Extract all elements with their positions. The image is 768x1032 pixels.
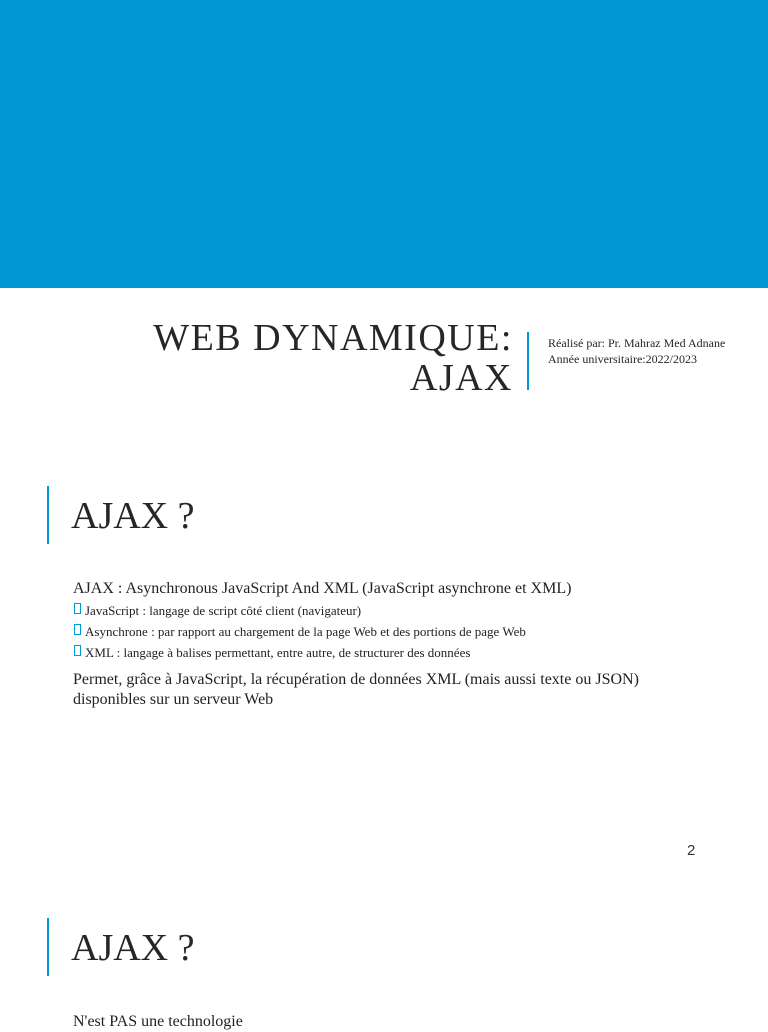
academic-year-line: Année universitaire:2022/2023 xyxy=(548,352,697,366)
slide2-title: AJAX ? xyxy=(71,495,195,537)
author-line: Réalisé par: Pr. Mahraz Med Adnane xyxy=(548,336,726,350)
bullet-text: Asynchrone : par rapport au chargement de la page Web et des portions de page Web xyxy=(85,624,526,639)
slide2-bullet-list xyxy=(74,600,526,663)
slide3-accent-bar xyxy=(47,918,49,976)
slide2-intro: AJAX : Asynchronous JavaScript And XML (JavaScript asynchrone et XML) xyxy=(73,580,572,597)
bullet-item-javascript xyxy=(74,600,526,621)
cover-title xyxy=(100,318,513,398)
bullet-marker-icon xyxy=(74,603,81,614)
slide2-accent-bar xyxy=(47,486,49,544)
slide3-first-line: N'est PAS une technologie xyxy=(73,1013,243,1030)
cover-title-line2: AJAX xyxy=(409,357,513,399)
cover-author-block xyxy=(548,335,725,367)
cover-title-divider xyxy=(527,332,529,390)
page-number: 2 xyxy=(687,842,696,859)
bullet-text: XML : langage à balises permettant, entre autre, de structurer des données xyxy=(85,645,471,660)
bullet-marker-icon xyxy=(74,645,81,656)
bullet-text: JavaScript : langage de script côté client (navigateur) xyxy=(85,603,362,618)
cover-banner xyxy=(0,0,768,288)
slide2-description: Permet, grâce à JavaScript, la récupération de données XML (mais aussi texte ou JSON) disponibles sur un serveur Web xyxy=(73,671,639,708)
bullet-item-xml xyxy=(74,642,526,663)
cover-title-line1: WEB DYNAMIQUE: xyxy=(153,317,513,359)
slide3-title: AJAX ? xyxy=(71,927,195,969)
bullet-item-asynchrone xyxy=(74,621,526,642)
bullet-marker-icon xyxy=(74,624,81,635)
